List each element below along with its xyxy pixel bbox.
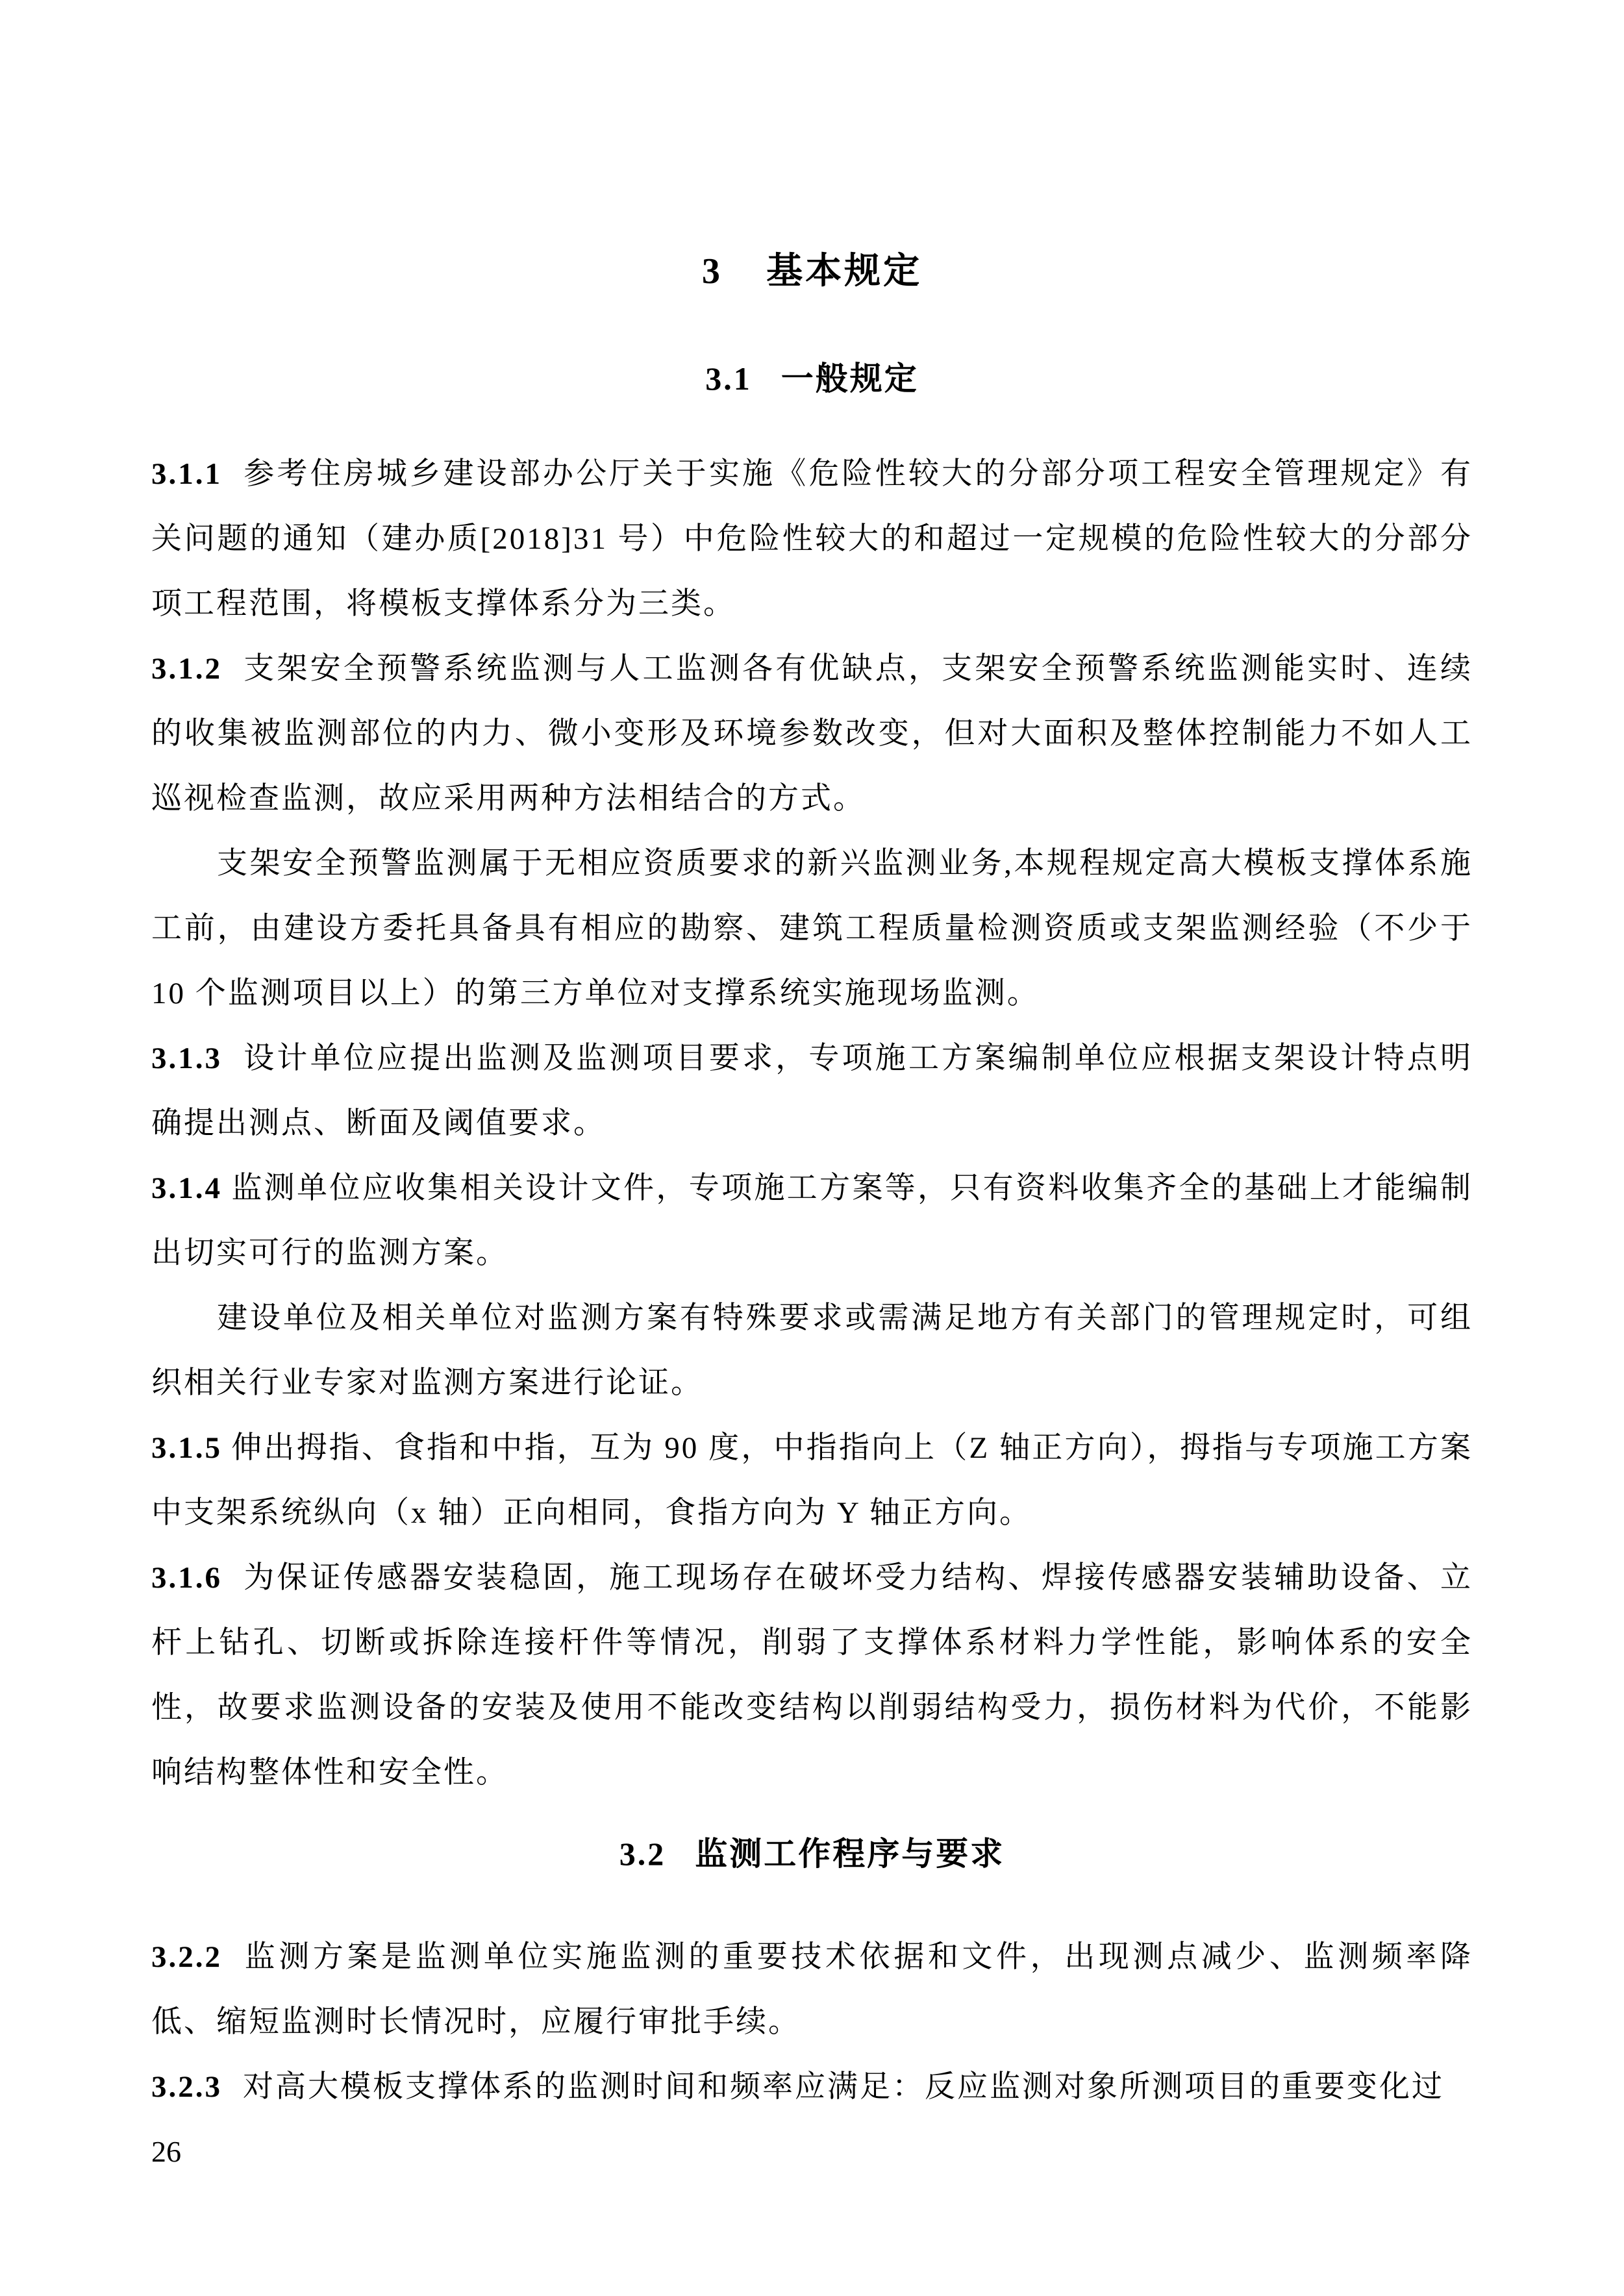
page-number: 26 <box>151 2135 181 2168</box>
section-number: 3.2 <box>619 1836 666 1872</box>
clause-label: 3.1.3 <box>151 1042 222 1075</box>
chapter-title: 基本规定 <box>766 251 923 292</box>
section-3-1-body <box>151 442 1473 1805</box>
section-heading-3-2 <box>151 1838 1473 1870</box>
clause-paragraph-3-1-5 <box>151 1416 1473 1545</box>
clause-text: 参考住房城乡建设部办公厅关于实施《危险性较大的分部分项工程安全管理规定》有关问题的通知（建办质[2018]31 号）中危险性较大的和超过一定规模的危险性较大的分部分项工程范围，将模板支撑体系分为三类。 <box>151 457 1473 621</box>
continuation-paragraph <box>151 1286 1473 1416</box>
paragraph-text: 支架安全预警监测属于无相应资质要求的新兴监测业务,本规程规定高大模板支撑体系施工前，由建设方委托具备具有相应的勘察、建筑工程质量检测资质或支架监测经验（不少于 10 个监测项目以上）的第三方单位对支撑系统实施现场监测。 <box>151 847 1473 1010</box>
section-number: 3.1 <box>705 360 752 397</box>
clause-text: 伸出拇指、食指和中指，互为 90 度，中指指向上（Z 轴正方向），拇指与专项施工方案中支架系统纵向（x 轴）正向相同，食指方向为 Y 轴正方向。 <box>151 1431 1473 1530</box>
clause-paragraph-3-1-2 <box>151 636 1473 831</box>
section-title: 一般规定 <box>781 360 919 397</box>
clause-label: 3.1.2 <box>151 652 222 686</box>
clause-label: 3.1.1 <box>151 457 222 491</box>
clause-text: 对高大模板支撑体系的监测时间和频率应满足：反应监测对象所测项目的重要变化过 <box>243 2070 1444 2104</box>
clause-label: 3.2.3 <box>151 2070 222 2104</box>
clause-label: 3.2.2 <box>151 1940 222 1974</box>
clause-paragraph-3-2-2 <box>151 1925 1473 2054</box>
chapter-number: 3 <box>701 251 723 292</box>
section-3-2-body <box>151 1925 1473 2119</box>
section-title: 监测工作程序与要求 <box>695 1836 1005 1872</box>
clause-text: 为保证传感器安装稳固，施工现场存在破坏受力结构、焊接传感器安装辅助设备、立杆上钻孔、切断或拆除连接杆件等情况，削弱了支撑体系材料力学性能，影响体系的安全性，故要求监测设备的安装及使用不能改变结构以削弱结构受力，损伤材料为代价，不能影响结构整体性和安全性。 <box>151 1561 1473 1790</box>
clause-label: 3.1.6 <box>151 1561 222 1595</box>
clause-label: 3.1.4 <box>151 1171 222 1205</box>
continuation-paragraph <box>151 831 1473 1026</box>
clause-text: 监测方案是监测单位实施监测的重要技术依据和文件，出现测点减少、监测频率降低、缩短监测时长情况时，应履行审批手续。 <box>151 1940 1473 2039</box>
clause-text: 监测单位应收集相关设计文件，专项施工方案等，只有资料收集齐全的基础上才能编制出切实可行的监测方案。 <box>151 1171 1473 1270</box>
section-heading-3-1 <box>151 362 1473 395</box>
clause-paragraph-3-1-3 <box>151 1026 1473 1156</box>
paragraph-text: 建设单位及相关单位对监测方案有特殊要求或需满足地方有关部门的管理规定时，可组织相关行业专家对监测方案进行论证。 <box>151 1301 1473 1400</box>
clause-paragraph-3-2-3 <box>151 2054 1473 2119</box>
clause-paragraph-3-1-6 <box>151 1545 1473 1805</box>
clause-paragraph-3-1-4 <box>151 1156 1473 1286</box>
clause-paragraph-3-1-1 <box>151 442 1473 636</box>
clause-label: 3.1.5 <box>151 1431 222 1465</box>
clause-text: 支架安全预警系统监测与人工监测各有优缺点，支架安全预警系统监测能实时、连续的收集被监测部位的内力、微小变形及环境参数改变，但对大面积及整体控制能力不如人工巡视检查监测，故应采用两种方法相结合的方式。 <box>151 652 1473 816</box>
clause-text: 设计单位应提出监测及监测项目要求，专项施工方案编制单位应根据支架设计特点明确提出测点、断面及阈值要求。 <box>151 1042 1473 1140</box>
chapter-heading <box>151 253 1473 290</box>
